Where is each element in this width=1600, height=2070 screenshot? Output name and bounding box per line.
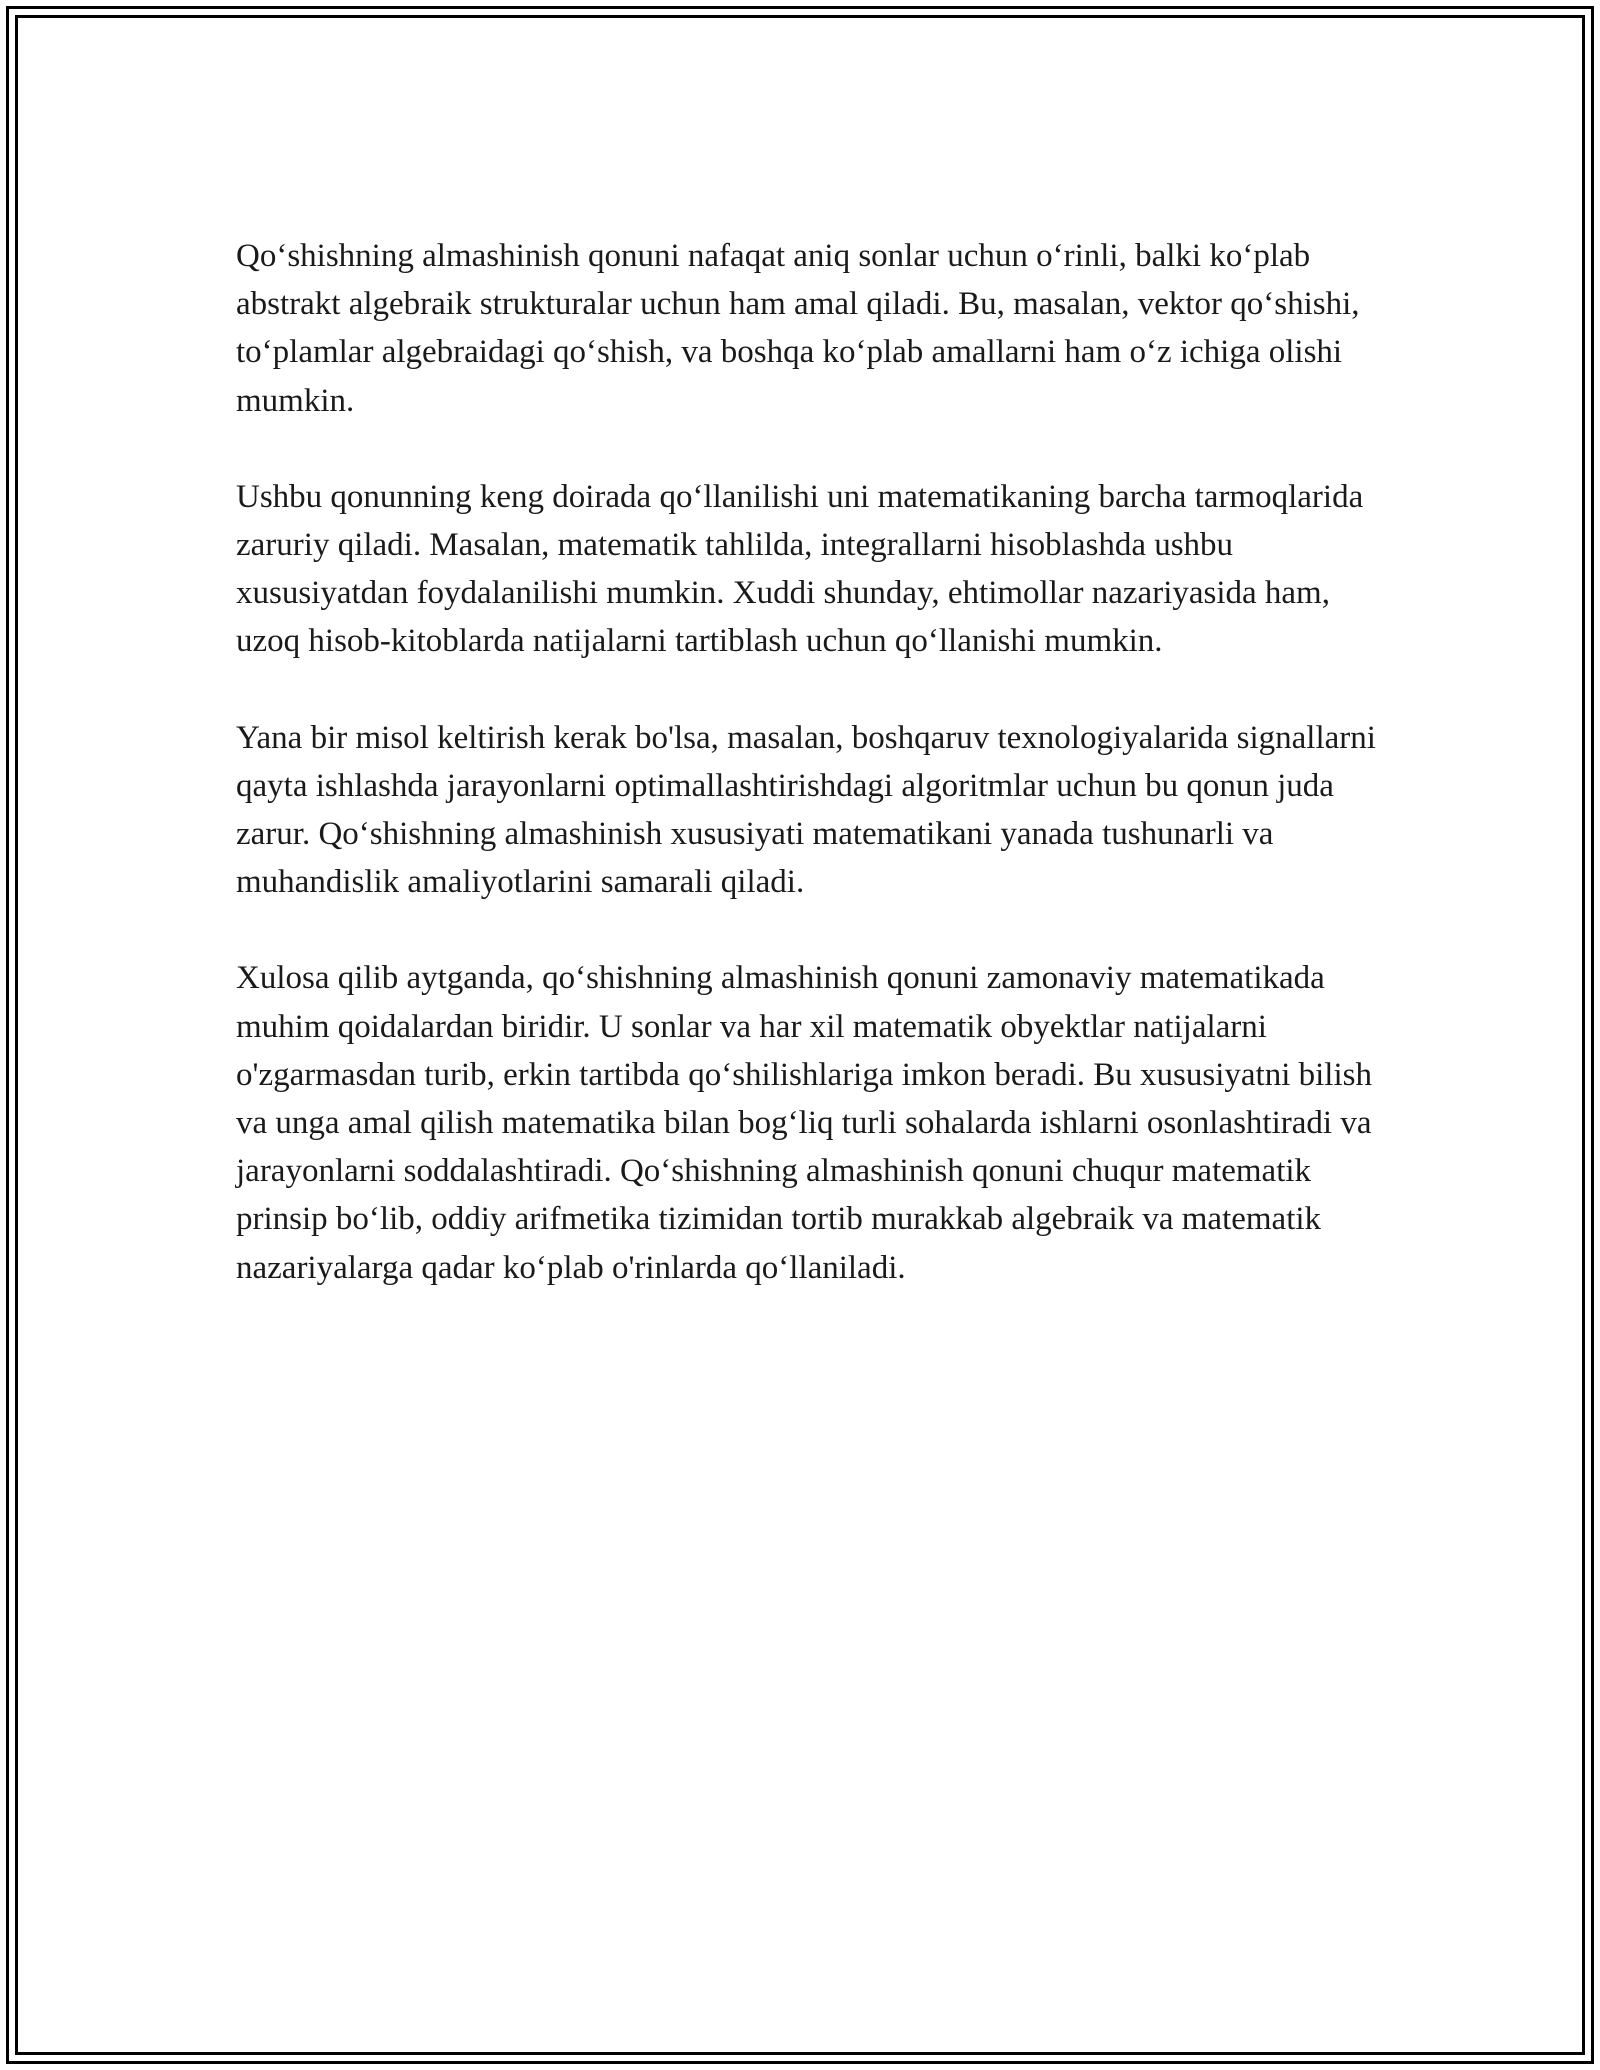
- paragraph-1: Qo‘shishning almashinish qonuni nafaqat aniq sonlar uchun o‘rinli, balki ko‘plab abstrakt algebraik strukturalar uchun ham amal qiladi. Bu, masalan, vektor qo‘shishi, to‘plamlar algebraidagi qo‘shish, va boshqa ko‘plab amallarni ham o‘z ichiga olishi mumkin.: [236, 238, 1360, 419]
- paragraph-2: Ushbu qonunning keng doirada qo‘llanilishi uni matematikaning barcha tarmoqlarida zaruriy qiladi. Masalan, matematik tahlilda, integrallarni hisoblashda ushbu xususiyatdan foydalanilishi mumkin. Xuddi shunday, ehtimollar nazariyasida ham, uzoq hisob-kitoblarda natijalarni tartiblash uchun qo‘llanishi mumkin.: [236, 478, 1364, 660]
- paragraph-3: Yana bir misol keltirish kerak bo'lsa, masalan, boshqaruv texnologiyalarida signallarni qayta ishlashda jarayonlarni optimallashtirishdagi algoritmlar uchun bu qonun juda zarur. Qo‘shishning almashinish xususiyati matematikani yanada tushunarli va muhandislik amaliyotlarini samarali qiladi.: [236, 719, 1376, 901]
- document-body: [236, 232, 1386, 1340]
- paragraph-4: Xulosa qilib aytganda, qo‘shishning almashinish qonuni zamonaviy matematikada muhim qoidalardan biridir. U sonlar va har xil matematik obyektlar natijalarni o'zgarmasdan turib, erkin tartibda qo‘shilishlariga imkon beradi. Bu xususiyatni bilish va unga amal qilish matematika bilan bog‘liq turli sohalarda ishlarni osonlashtiradi va jarayonlarni soddalashtiradi. Qo‘shishning almashinish qonuni chuqur matematik prinsip bo‘lib, oddiy arifmetika tizimidan tortib murakkab algebraik va matematik nazariyalarga qadar ko‘plab o'rinlarda qo‘llaniladi.: [236, 960, 1372, 1286]
